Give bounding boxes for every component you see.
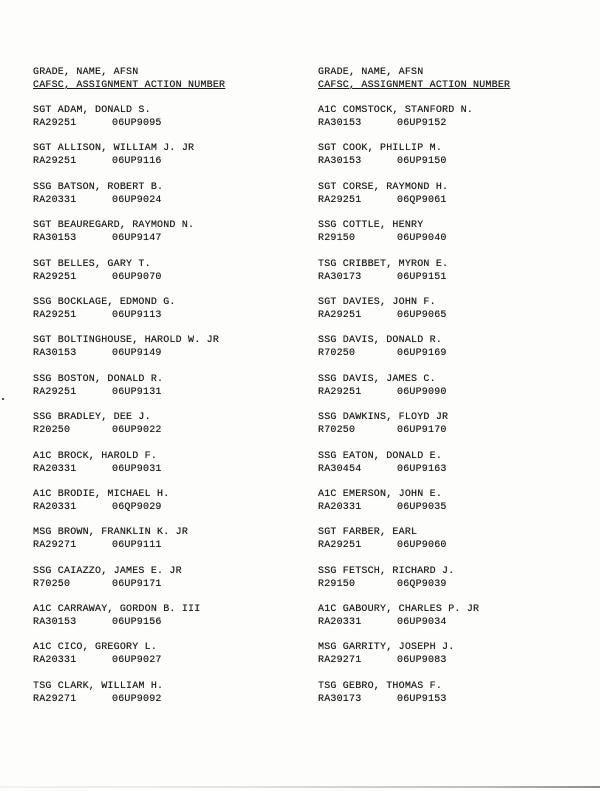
entry-name: SSG EATON, DONALD E. — [318, 450, 443, 462]
entry-afsc: R29150 — [318, 233, 356, 245]
entry-name: TSG CLARK, WILLIAM H. — [33, 680, 164, 692]
entry-action-number: 06UP9147 — [112, 233, 162, 245]
entry-action-number: 06UP9151 — [397, 271, 447, 283]
entry-name: SGT ALLISON, WILLIAM J. JR — [33, 143, 195, 155]
roster-entry — [318, 450, 578, 488]
entry-action-number: 06QP9061 — [397, 194, 447, 206]
entry-afsc: RA29251 — [33, 309, 77, 321]
entry-action-number: 06UP9111 — [112, 540, 162, 552]
entry-afsc: RA29251 — [318, 540, 362, 552]
entry-afsc: RA30153 — [33, 617, 77, 629]
entry-name: A1C CICO, GREGORY L. — [33, 642, 158, 654]
entry-action-number: 06UP9031 — [112, 463, 162, 475]
roster-entry — [318, 680, 578, 718]
column-header-line2: CAFSC, ASSIGNMENT ACTION NUMBER — [318, 80, 511, 91]
column-header-line2: CAFSC, ASSIGNMENT ACTION NUMBER — [33, 80, 226, 91]
roster-entry — [33, 104, 293, 142]
entry-name: SSG BATSON, ROBERT B. — [33, 181, 164, 193]
entry-name: TSG CRIBBET, MYRON E. — [318, 258, 449, 270]
entry-action-number: 06UP9083 — [397, 655, 447, 667]
right-entries — [318, 104, 578, 718]
entry-afsc: R70250 — [318, 348, 356, 360]
entry-name: SSG FETSCH, RICHARD J. — [318, 565, 455, 577]
entry-action-number: 06QP9029 — [112, 501, 162, 513]
entry-afsc: RA20331 — [318, 617, 362, 629]
roster-entry — [33, 641, 293, 679]
entry-name: SSG DAVIS, JAMES C. — [318, 373, 436, 385]
entry-afsc: RA30153 — [318, 118, 362, 129]
entry-name: A1C CARRAWAY, GORDON B. III — [33, 604, 201, 616]
roster-entry — [33, 258, 293, 296]
entry-afsc: RA20331 — [33, 501, 77, 513]
entry-name: SGT BEAUREGARD, RAYMOND N. — [33, 220, 195, 232]
roster-entry — [318, 104, 578, 142]
entry-action-number: 06UP9070 — [112, 271, 162, 283]
entry-name: SSG BOSTON, DONALD R. — [33, 373, 164, 385]
entry-name: SSG CAIAZZO, JAMES E. JR — [33, 565, 182, 577]
entry-afsc: R29150 — [318, 578, 356, 590]
right-column — [318, 66, 578, 718]
roster-entry — [33, 296, 293, 334]
entry-name: A1C COMSTOCK, STANFORD N. — [318, 105, 474, 116]
roster-entry — [318, 258, 578, 296]
roster-entry — [33, 680, 293, 718]
entry-afsc: RA30153 — [318, 156, 362, 168]
entry-action-number: 06UP9152 — [397, 118, 447, 129]
entry-name: SGT COOK, PHILLIP M. — [318, 143, 443, 155]
roster-entry — [318, 565, 578, 603]
entry-action-number: 06UP9113 — [112, 309, 162, 321]
entry-afsc: RA29251 — [33, 271, 77, 283]
entry-action-number: 06UP9065 — [397, 309, 447, 321]
entry-name: SSG DAVIS, DONALD R. — [318, 335, 443, 347]
entry-name: SSG BOCKLAGE, EDMOND G. — [33, 296, 176, 308]
entry-action-number: 06UP9171 — [112, 578, 162, 590]
roster-entry — [318, 488, 578, 526]
scan-speck — [2, 398, 4, 400]
entry-name: A1C BROCK, HAROLD F. — [33, 450, 158, 462]
entry-afsc: R20250 — [33, 425, 71, 437]
entry-afsc: R70250 — [318, 425, 356, 437]
roster-entry — [318, 603, 578, 641]
entry-afsc: RA20331 — [33, 655, 77, 667]
entry-name: SGT DAVIES, JOHN F. — [318, 296, 436, 308]
entry-action-number: 06UP9034 — [397, 617, 447, 629]
entry-name: SSG BRADLEY, DEE J. — [33, 412, 151, 424]
entry-afsc: R70250 — [33, 578, 71, 590]
entry-afsc: RA29271 — [318, 655, 362, 667]
entry-action-number: 06UP9163 — [397, 463, 447, 475]
entry-afsc: RA20331 — [318, 501, 362, 513]
left-entries — [33, 104, 293, 718]
entry-afsc: RA29251 — [318, 194, 362, 206]
entry-name: A1C GABOURY, CHARLES P. JR — [318, 604, 480, 616]
entry-action-number: 06QP9039 — [397, 578, 447, 590]
entry-name: SSG DAWKINS, FLOYD JR — [318, 412, 449, 424]
entry-action-number: 06UP9150 — [397, 156, 447, 168]
entry-afsc: RA30173 — [318, 693, 362, 705]
entry-action-number: 06UP9027 — [112, 655, 162, 667]
roster-entry — [318, 526, 578, 564]
scan-bottom-edge — [0, 786, 600, 788]
entry-name: SGT FARBER, EARL — [318, 527, 418, 539]
roster-entry — [318, 641, 578, 679]
entry-afsc: RA29271 — [33, 540, 77, 552]
entry-name: SGT ADAM, DONALD S. — [33, 105, 151, 116]
roster-entry — [318, 373, 578, 411]
roster-entry — [33, 488, 293, 526]
entry-name: SGT CORSE, RAYMOND H. — [318, 181, 449, 193]
roster-entry — [33, 373, 293, 411]
roster-entry — [318, 219, 578, 257]
entry-name: SGT BOLTINGHOUSE, HAROLD W. JR — [33, 335, 220, 347]
entry-afsc: RA20331 — [33, 463, 77, 475]
entry-afsc: RA30153 — [33, 233, 77, 245]
entry-action-number: 06UP9095 — [112, 118, 162, 129]
roster-entry — [318, 296, 578, 334]
entry-action-number: 06UP9116 — [112, 156, 162, 168]
roster-entry — [318, 334, 578, 372]
column-header-line1: GRADE, NAME, AFSN — [318, 67, 424, 78]
entry-action-number: 06UP9170 — [397, 425, 447, 437]
entry-name: A1C EMERSON, JOHN E. — [318, 488, 443, 500]
entry-action-number: 06UP9169 — [397, 348, 447, 360]
entry-afsc: RA29251 — [33, 118, 77, 129]
entry-action-number: 06UP9060 — [397, 540, 447, 552]
entry-name: SGT BELLES, GARY T. — [33, 258, 151, 270]
entry-action-number: 06UP9022 — [112, 425, 162, 437]
entry-afsc: RA29251 — [33, 386, 77, 398]
roster-entry — [33, 603, 293, 641]
entry-name: TSG GEBRO, THOMAS F. — [318, 680, 443, 692]
roster-entry — [33, 565, 293, 603]
entry-afsc: RA29251 — [33, 156, 77, 168]
entry-action-number: 06UP9040 — [397, 233, 447, 245]
entry-action-number: 06UP9090 — [397, 386, 447, 398]
roster-entry — [33, 334, 293, 372]
roster-entry — [33, 411, 293, 449]
entry-action-number: 06UP9153 — [397, 693, 447, 705]
entry-action-number: 06UP9131 — [112, 386, 162, 398]
left-column — [33, 66, 293, 718]
roster-entry — [33, 219, 293, 257]
roster-entry — [318, 411, 578, 449]
roster-entry — [33, 450, 293, 488]
entry-name: MSG BROWN, FRANKLIN K. JR — [33, 527, 189, 539]
roster-entry — [33, 181, 293, 219]
entry-afsc: RA30454 — [318, 463, 362, 475]
entry-afsc: RA20331 — [33, 194, 77, 206]
entry-name: A1C BRODIE, MICHAEL H. — [33, 488, 170, 500]
roster-entry — [318, 142, 578, 180]
entry-action-number: 06UP9024 — [112, 194, 162, 206]
entry-afsc: RA30173 — [318, 271, 362, 283]
entry-afsc: RA29251 — [318, 386, 362, 398]
column-header-line1: GRADE, NAME, AFSN — [33, 67, 139, 78]
entry-action-number: 06UP9035 — [397, 501, 447, 513]
roster-entry — [33, 142, 293, 180]
roster-entry — [33, 526, 293, 564]
entry-afsc: RA29251 — [318, 309, 362, 321]
entry-name: MSG GARRITY, JOSEPH J. — [318, 642, 455, 654]
entry-afsc: RA30153 — [33, 348, 77, 360]
entry-name: SSG COTTLE, HENRY — [318, 220, 424, 232]
entry-afsc: RA29271 — [33, 693, 77, 705]
entry-action-number: 06UP9149 — [112, 348, 162, 360]
entry-action-number: 06UP9092 — [112, 693, 162, 705]
roster-entry — [318, 181, 578, 219]
entry-action-number: 06UP9156 — [112, 617, 162, 629]
